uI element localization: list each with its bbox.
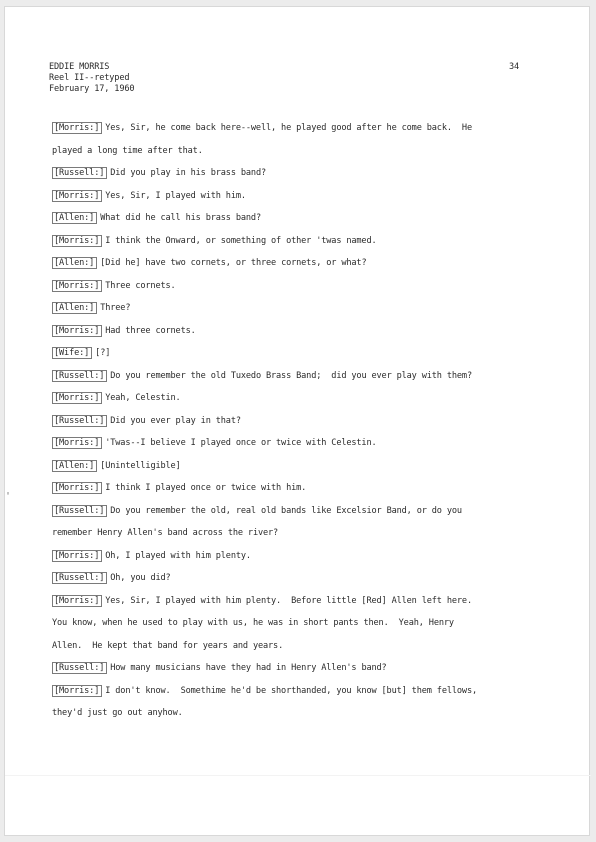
transcript-line [52,708,183,718]
line-text: Yes, Sir, I played with him plenty. Before little [Red] Allen left here. [105,595,472,606]
speaker-label: [Morris:] [52,235,102,247]
transcript-line [52,573,171,583]
speaker-label: [Allen:] [52,460,97,472]
transcript-line [52,326,196,336]
line-text: Allen. He kept that band for years and years. [52,640,284,651]
line-text: How many musicians have they had in Henry Allen's band? [110,663,387,673]
speaker-label: [Morris:] [52,122,102,134]
speaker-label: [Wife:] [52,347,92,359]
line-text: Do you remember the old, real old bands like Excelsior Band, or do you [110,505,462,516]
speaker-label: [Morris:] [52,392,102,404]
document-header [49,62,134,95]
line-text: [?] [95,348,111,358]
interviewee-name: EDDIE MORRIS [49,62,110,72]
transcript-line [52,618,454,628]
transcript-line [52,416,241,426]
reel-label: Reel II--retyped [49,73,130,83]
transcript-line [52,258,366,268]
interview-date: February 17, 1960 [49,84,135,94]
line-text: Had three cornets. [105,325,196,336]
speaker-label: [Morris:] [52,437,102,449]
transcript-line [52,483,306,493]
speaker-label: [Morris:] [52,280,102,292]
line-text: I think the Onward, or something of other 'twas named. [105,235,377,246]
speaker-label: [Morris:] [52,685,102,697]
transcript-line [52,146,203,156]
line-text: I don't know. Somethime he'd be shorthanded, you know [but] them fellows, [105,685,477,696]
speaker-label: [Russell:] [52,167,107,179]
transcript-line [52,663,387,673]
line-text: 'Twas--I believe I played once or twice with Celestin. [105,438,377,448]
speaker-label: [Russell:] [52,505,107,517]
speaker-label: [Russell:] [52,572,107,584]
speaker-label: [Morris:] [52,550,102,562]
page-fold-line [5,775,591,776]
transcript-line [52,213,261,223]
line-text: Did you play in his brass band? [110,168,266,178]
transcript-line [52,191,246,201]
speaker-label: [Allen:] [52,302,97,314]
margin-mark: ' [5,491,11,502]
line-text: Three? [100,303,131,313]
transcript-line [52,438,377,448]
transcript-line [52,123,472,133]
line-text: Do you remember the old Tuxedo Brass Band; did you ever play with them? [110,370,472,381]
line-text: Oh, you did? [110,573,171,583]
line-text: played a long time after that. [52,145,203,156]
transcript-line [52,506,462,516]
line-text: Yes, Sir, I played with him. [105,190,246,201]
transcript-line [52,371,472,381]
speaker-label: [Morris:] [52,325,102,337]
transcript-line [52,551,251,561]
speaker-label: [Russell:] [52,370,107,382]
speaker-label: [Morris:] [52,190,102,202]
transcript-line [52,596,472,606]
line-text: they'd just go out anyhow. [52,708,183,718]
page-number: 34 [509,62,520,72]
transcript-body [5,7,591,837]
speaker-label: [Allen:] [52,212,97,224]
line-text: Three cornets. [105,280,176,291]
transcript-line [52,303,130,313]
line-text: I think I played once or twice with him. [105,483,307,493]
speaker-label: [Morris:] [52,595,102,607]
line-text: Oh, I played with him plenty. [105,550,251,561]
transcript-line [52,393,181,403]
line-text: You know, when he used to play with us, he was in short pants then. Yeah, Henry [52,618,454,628]
transcript-line [52,528,278,538]
speaker-label: [Russell:] [52,415,107,427]
line-text: remember Henry Allen's band across the river? [52,528,279,538]
line-text: What did he call his brass band? [100,213,261,223]
transcript-line [52,686,477,696]
transcript-line [52,168,266,178]
transcript-line [52,281,176,291]
line-text: Did you ever play in that? [110,415,241,426]
line-text: Yes, Sir, he come back here--well, he played good after he come back. He [105,123,472,133]
transcript-line [52,641,283,651]
line-text: [Did he] have two cornets, or three cornets, or what? [100,258,367,268]
transcript-line [52,461,181,471]
line-text: [Unintelligible] [100,460,181,471]
transcript-line [52,348,110,358]
line-text: Yeah, Celestin. [105,393,181,403]
speaker-label: [Morris:] [52,482,102,494]
transcript-line [52,236,377,246]
document-page [4,6,590,836]
speaker-label: [Russell:] [52,662,107,674]
speaker-label: [Allen:] [52,257,97,269]
